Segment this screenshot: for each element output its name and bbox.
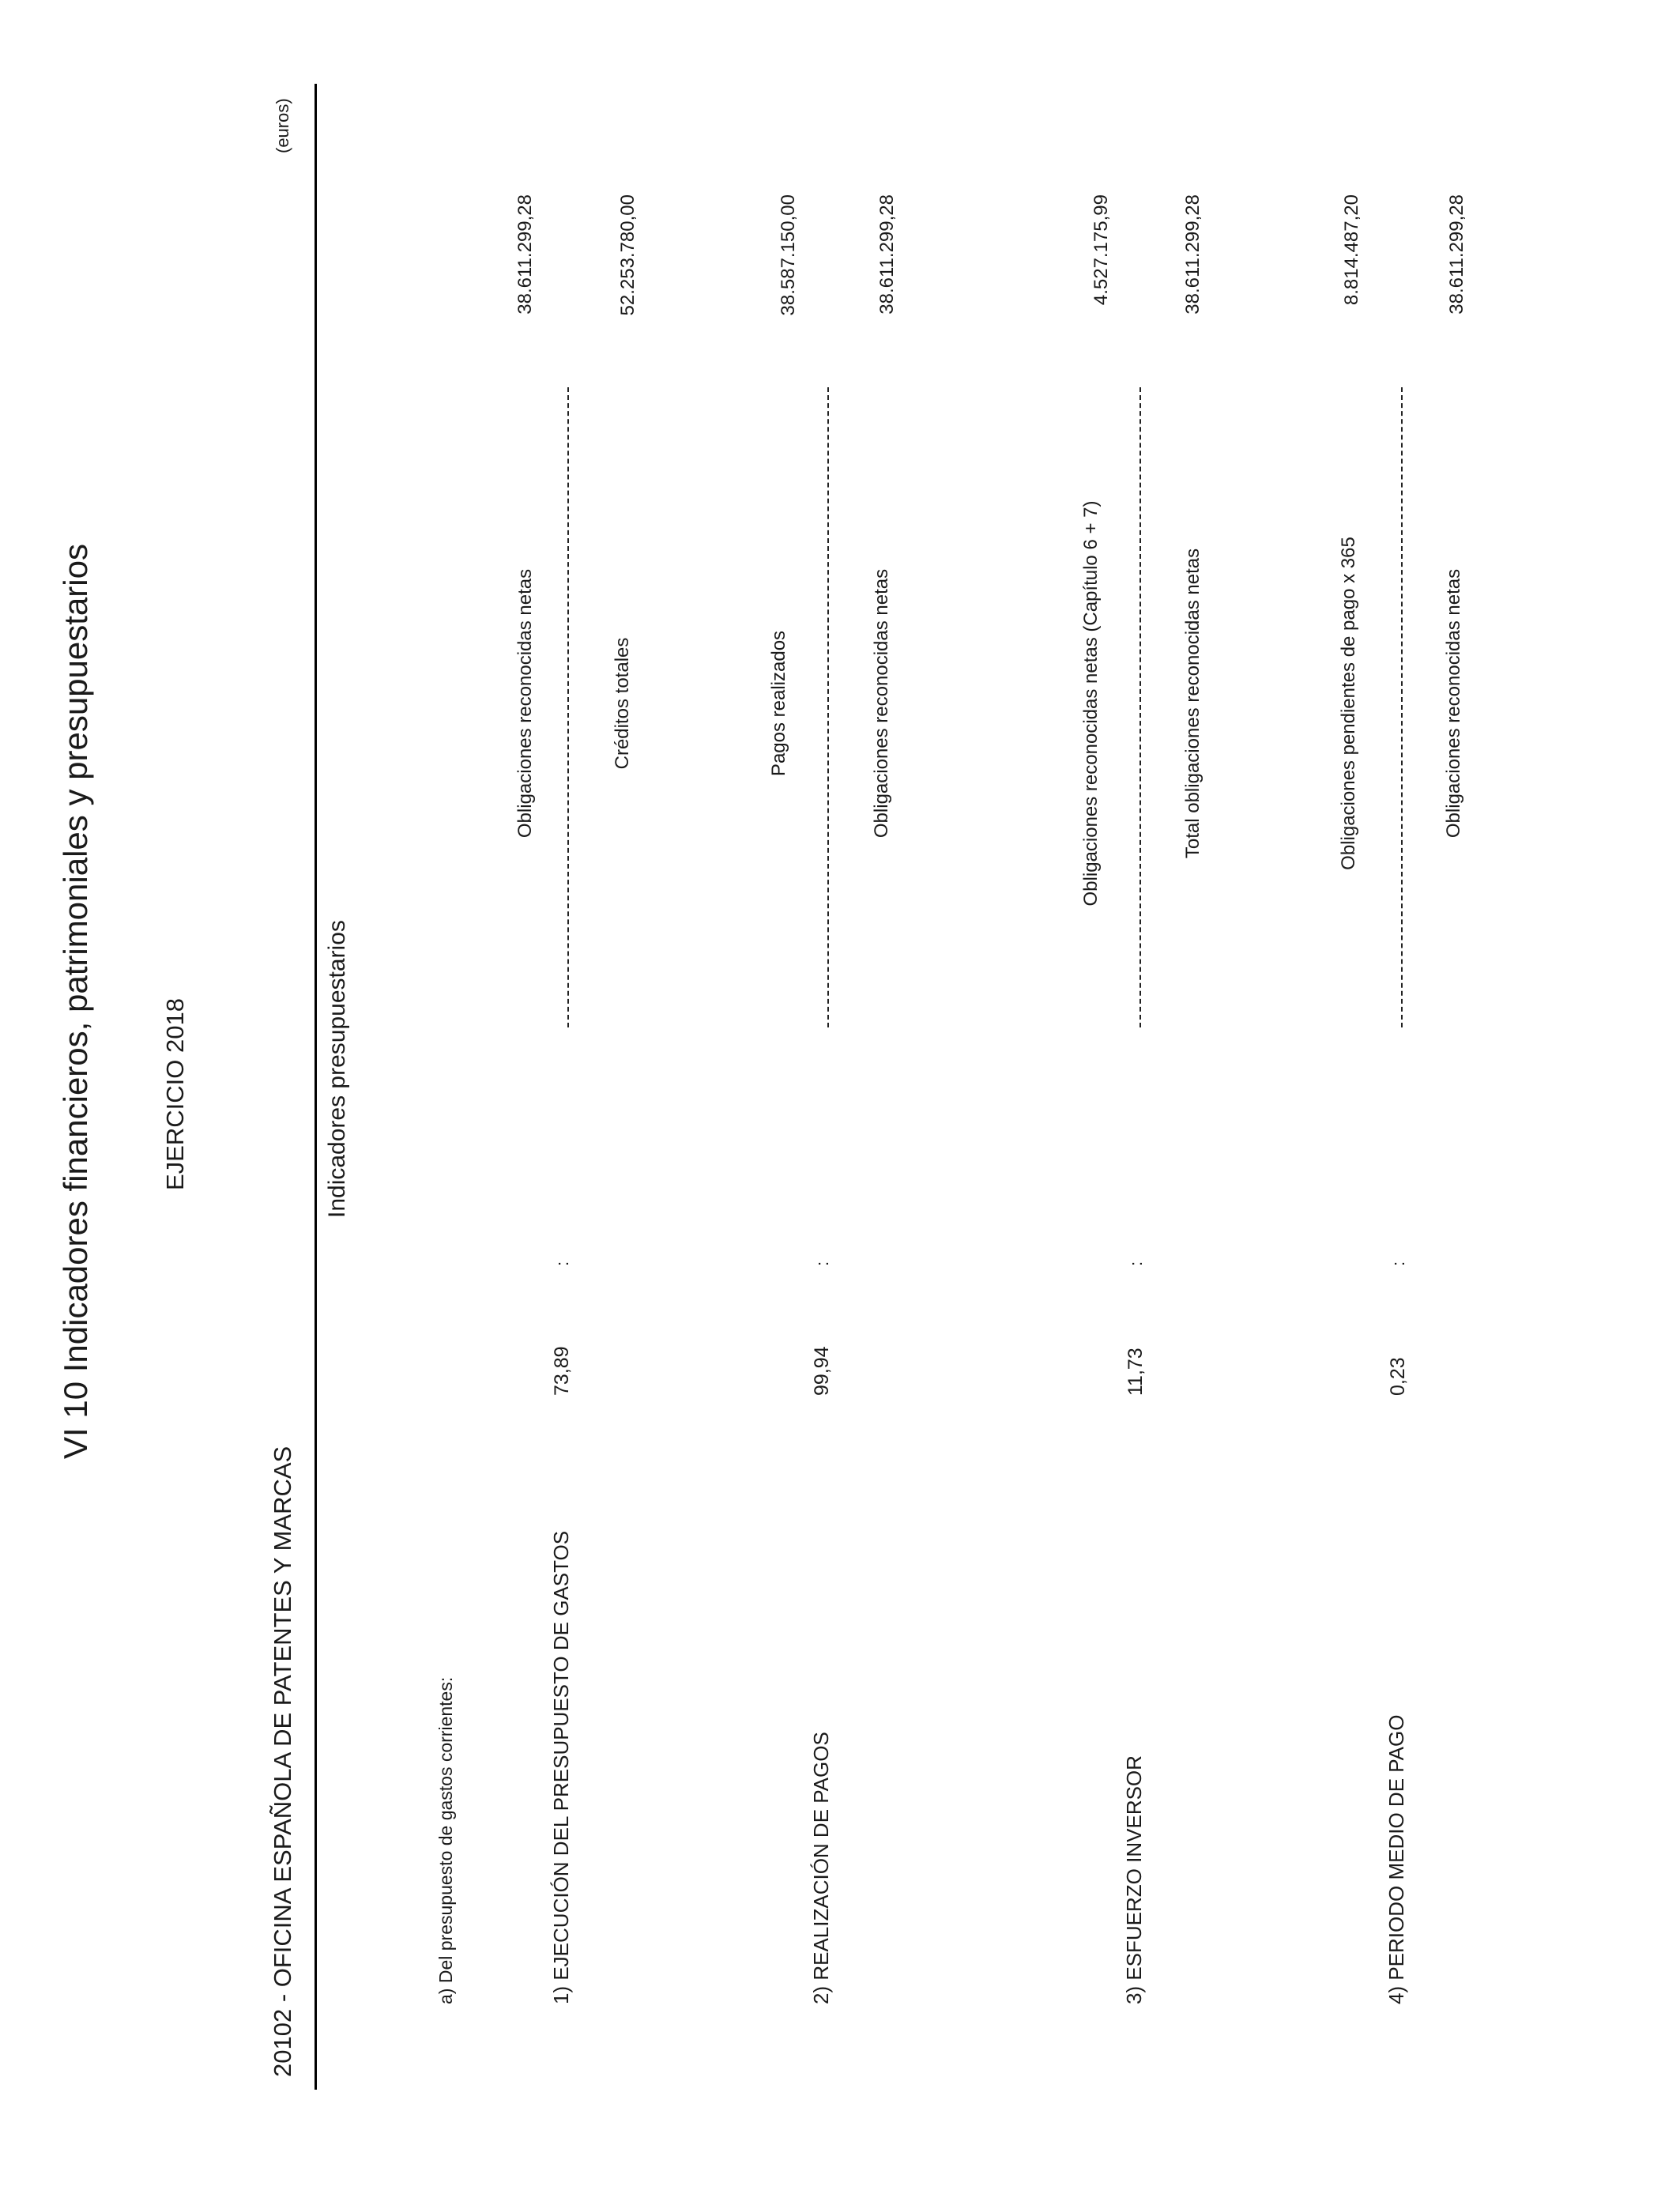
denominator-amount: 52.253.780,00 (617, 194, 638, 316)
indicator-colon: : (812, 1261, 832, 1266)
fraction-line (567, 387, 569, 1027)
indicator-colon: : (1126, 1261, 1146, 1266)
denominator-label: Obligaciones reconocidas netas (871, 568, 892, 839)
fraction-line (1139, 387, 1141, 1027)
entity-name: 20102 - OFICINA ESPAÑOLA DE PATENTES Y MARCAS (269, 1446, 296, 2077)
numerator-label: Obligaciones pendientes de pago x 365 (1338, 537, 1359, 870)
numerator-label: Pagos realizados (768, 630, 789, 777)
category-label: a) Del presupuesto de gastos corrientes: (435, 1676, 456, 2004)
indicator-colon: : (552, 1261, 572, 1266)
denominator-amount: 38.611.299,28 (1182, 194, 1203, 315)
indicator-value: 0,23 (1387, 1357, 1409, 1396)
numerator-label: Obligaciones reconocidas netas (514, 568, 536, 839)
indicator-value: 73,89 (551, 1346, 573, 1396)
section-title: Indicadores presupuestarios (324, 920, 350, 1218)
indicator-name: 1) EJECUCIÓN DEL PRESUPUESTO DE GASTOS (549, 1530, 573, 2004)
numerator-amount: 38.611.299,28 (514, 194, 536, 315)
numerator-amount: 38.587.150,00 (778, 194, 799, 316)
numerator-amount: 4.527.175,99 (1090, 194, 1112, 306)
denominator-label: Total obligaciones reconocidas netas (1182, 548, 1203, 859)
indicator-name: 2) REALIZACIÓN DE PAGOS (809, 1732, 833, 2004)
numerator-label: Obligaciones reconocidas netas (Capítulo 6 + 7) (1080, 500, 1102, 907)
indicator-colon: : (1388, 1261, 1408, 1266)
indicator-value: 11,73 (1124, 1348, 1147, 1396)
indicator-name: 4) PERIODO MEDIO DE PAGO (1384, 1714, 1408, 2004)
fraction-line (1401, 387, 1403, 1027)
numerator-amount: 8.814.487,20 (1341, 194, 1362, 306)
report-title: VI 10 Indicadores financieros, patrimoniales y presupuestarios (57, 544, 94, 1459)
header-rule (315, 84, 317, 2090)
indicator-name: 3) ESFUERZO INVERSOR (1122, 1755, 1146, 2004)
denominator-label: Obligaciones reconocidas netas (1443, 568, 1464, 839)
fiscal-year: EJERCICIO 2018 (161, 998, 189, 1190)
indicator-value: 99,94 (811, 1346, 833, 1396)
denominator-amount: 38.611.299,28 (1446, 194, 1467, 315)
denominator-amount: 38.611.299,28 (876, 194, 898, 315)
currency-note: (euros) (273, 98, 292, 153)
denominator-label: Créditos totales (612, 637, 633, 770)
fraction-line (827, 387, 829, 1027)
